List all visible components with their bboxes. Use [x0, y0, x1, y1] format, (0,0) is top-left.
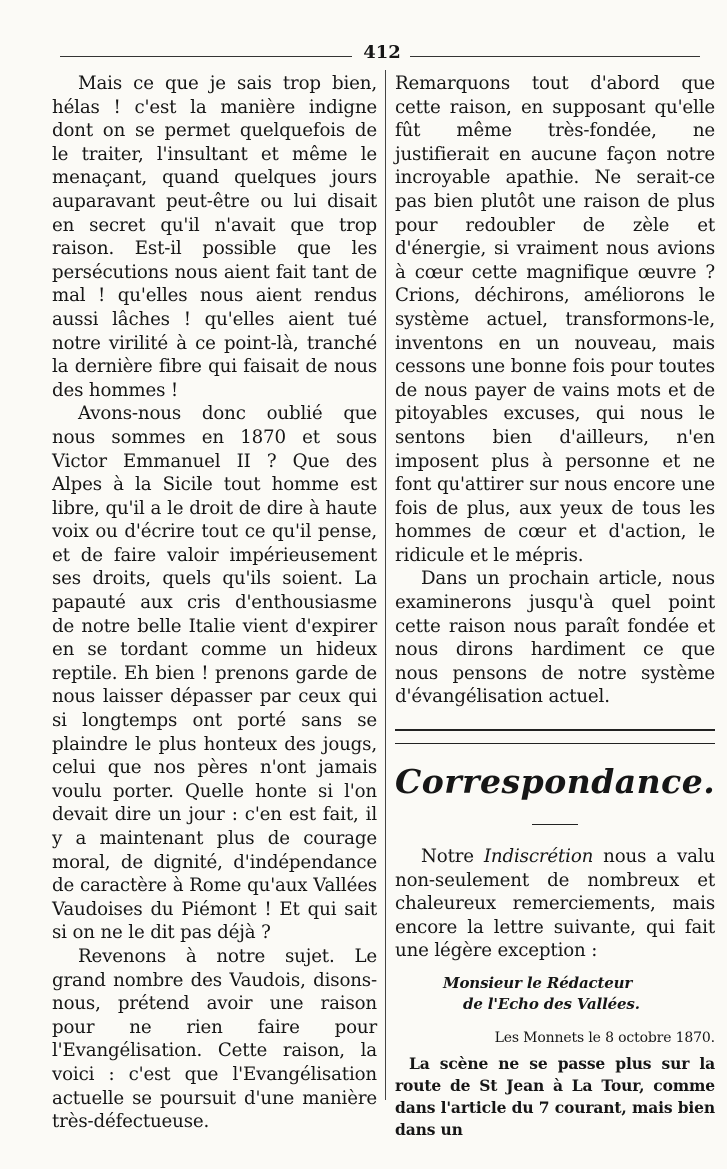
right-paragraph-1: Remarquons tout d'abord que cette raison, en supposant qu'elle fût même très-fondée, ne justifierait en aucune façon notre incroyable apathie. Ne serait-ce pas bien plutôt une raison de plus pour redoubler de zèle et d'énergie, si vraiment nous avions à cœur cette magnifique œuvre ? Crions, déchirons, améliorons le système actuel, transformons-le, inventons en un nouveau, mais cessons une bonne fois pour toutes de nous payer de vains mots et de pitoyables excuses, qui nous le sentons bien d'ailleurs, n'en imposent plus à personne et ne font qu'attirer sur nous encore une fois de plus, aux yeux de tous les hommes de cœur et d'action, le ridicule et le mépris.	[395, 73, 715, 566]
header-rule-right	[410, 56, 700, 57]
section-separator-thin	[395, 743, 715, 744]
letter-dateline: Les Monnets le 8 octobre 1870.	[494, 1030, 715, 1046]
column-divider	[385, 70, 386, 1100]
right-paragraph-2: Dans un prochain article, nous examinerons jusqu'à quel point cette raison nous paraît fondée et nous dirons hardiment ce que nous pensons de notre système d'évangélisation actuel.	[395, 568, 715, 708]
correspondence-intro	[395, 845, 715, 963]
left-paragraph-1: Mais ce que je sais trop bien, hélas ! c'est la manière indigne dont on se permet quelquefois de le traiter, l'insultant et même le menaçant, quand quelques jours auparavant peut-être ou lui disait en secret qu'il n'avait que trop raison. Est-il possible que les persécutions nous aient fait tant de mal ! qu'elles nous aient rendus aussi lâches ! qu'elles aient tué notre virilité à ce point-là, tranché la dernière fibre qui faisait de nous des hommes !	[52, 73, 377, 401]
section-separator	[395, 729, 715, 731]
page-number: 412	[363, 42, 401, 63]
left-paragraph-3: Revenons à notre sujet. Le grand nombre des Vaudois, disons-nous, prétend avoir une raison pour ne rien faire pour l'Evangélisation. Cette raison, la voici : c'est que l'Evangélisation actuelle se poursuit d'une manière très-défectueuse.	[52, 945, 377, 1133]
letter-body: La scène ne se passe plus sur la route de St Jean à La Tour, comme dans l'article du 7 courant, mais bien dans un	[395, 1054, 715, 1139]
section-title: Correspondance.	[395, 762, 716, 802]
intro-italic-word: Indiscrétion	[483, 846, 594, 868]
header-rule-left	[60, 56, 352, 57]
letter-salutation	[443, 973, 715, 1015]
page-header	[60, 42, 700, 66]
intro-text-start: Notre	[421, 846, 484, 868]
left-column	[52, 72, 377, 1134]
salutation-line-2: de l'Echo des Vallées.	[463, 995, 640, 1013]
right-column	[395, 72, 715, 1157]
title-underline	[532, 824, 578, 825]
intro-text-end: nous a valu non-seulement de nombreux et chaleureux remerciements, mais encore la lettre suivante, qui fait une légère exception :	[395, 846, 716, 962]
salutation-line-1: Monsieur le Rédacteur	[443, 974, 633, 992]
left-paragraph-2: Avons-nous donc oublié que nous sommes en 1870 et sous Victor Emmanuel II ? Que des Alpes à la Sicile tout homme est libre, qu'il a le droit de dire à haute voix ou d'écrire tout ce qu'il pense, et de faire valoir impérieusement ses droits, quels qu'ils soient. La papauté aux cris d'enthousiasme de notre belle Italie vient d'expirer en se tordant comme un hideux reptile. Eh bien ! prenons garde de nous laisser dépasser par ceux qui si longtemps ont porté sans se plaindre le plus honteux des jougs, celui que nos pères n'ont jamais voulu porter. Quelle honte si l'on devait dire un jour : c'en est fait, il y a maintenant plus de courage moral, de dignité, d'indépendance de caractère à Rome qu'aux Vallées Vaudoises du Piémont ! Et qui sait si on ne le dit pas déjà ?	[52, 403, 377, 944]
